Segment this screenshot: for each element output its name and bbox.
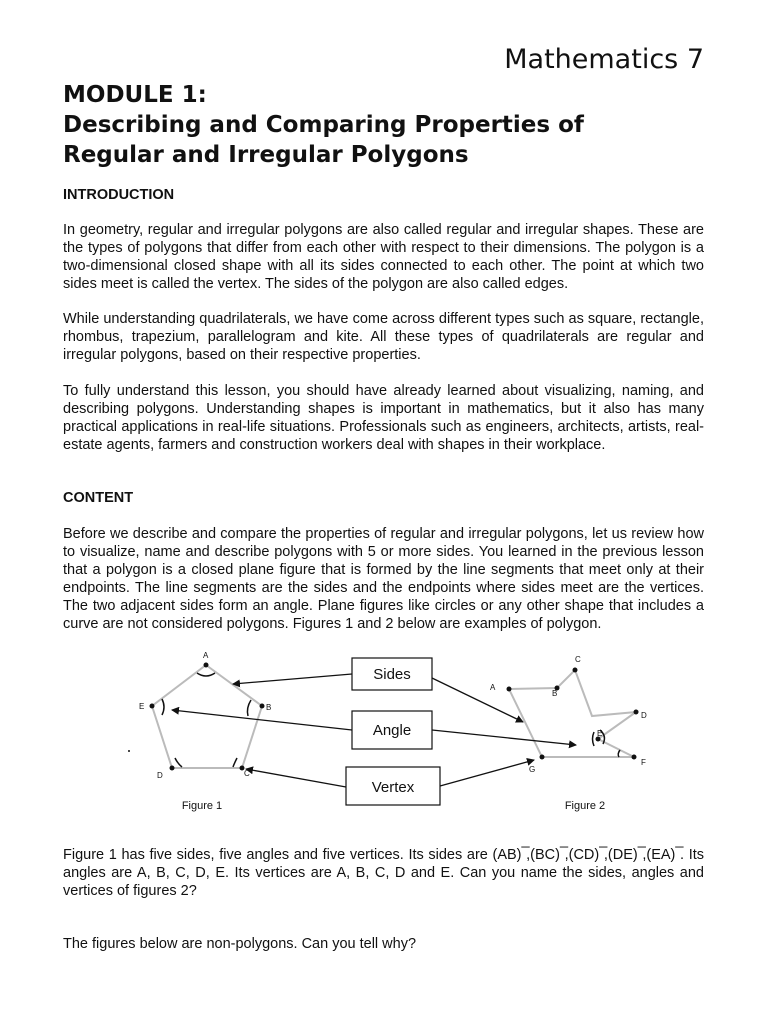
figure2-label-a: A	[490, 683, 496, 692]
introduction-heading: INTRODUCTION	[63, 187, 175, 203]
module-title	[63, 80, 723, 170]
introduction-paragraph-3: To fully understand this lesson, you should have already learned about visualizing, naming, and describing polygons. Understanding shapes is important in mathematics, but it also has many practical applications in real-life situations. Professionals such as engineers, architects, artists, real-estate agents, farmers and construction workers deal with shapes in their workplace.	[63, 383, 704, 453]
figure2-label-c: C	[575, 655, 581, 664]
figure2-label-g: G	[529, 765, 536, 774]
figure1-label-b: B	[266, 703, 272, 712]
content-paragraph-3: The figures below are non-polygons. Can you tell why?	[63, 936, 417, 952]
arrow-vertex-to-figure1	[246, 769, 346, 787]
figure2-caption: Figure 2	[564, 800, 606, 812]
arrow-vertex-to-figure2	[440, 760, 534, 786]
subject-header: Mathematics 7	[504, 44, 704, 75]
content-paragraph-1: Before we describe and compare the properties of regular and irregular polygons, let us review how to visualize, name and describe polygons with 5 or more sides. You learned in the previous lesson that a polygon is a closed plane figure that is formed by the line segments that meet only at their endpoints. The line segments are the sides and the endpoints where sides meet are the vertices. The two adjacent sides form an angle. Plane figures like circles or any other shape that includes a curve are not considered polygons. Figures 1 and 2 below are examples of polygon.	[63, 526, 704, 632]
figure2-polygon	[509, 670, 636, 757]
introduction-paragraph-1: In geometry, regular and irregular polygons are also called regular and irregular shapes. These are the types of polygons that differ from each other with respect to their dimensions. The polygon is a two-dimensional closed shape with all its sides connected to each other. The point at which two sides meet is called the vertex. The sides of the polygon are also called edges.	[63, 222, 704, 292]
arrow-sides-to-figure2	[432, 678, 523, 722]
arrow-sides-to-figure1	[233, 674, 352, 684]
figure1-label-e: E	[139, 702, 145, 711]
figure1-caption: Figure 1	[181, 800, 223, 812]
figure2-label-b: B	[552, 689, 558, 698]
arrow-angle-to-figure2	[432, 730, 576, 745]
module-title-line-3: Regular and Irregular Polygons	[63, 142, 469, 168]
module-title-line-1: MODULE 1:	[63, 82, 207, 108]
figure2-label-f: F	[641, 758, 646, 767]
figure1-pentagon	[152, 665, 262, 768]
figure1-label-c: C	[244, 769, 250, 778]
content-heading: CONTENT	[63, 490, 134, 506]
arrow-angle-to-figure1	[172, 710, 352, 730]
angle-box-label: Angle	[372, 722, 412, 739]
figure1-label-d: D	[157, 771, 163, 780]
figure2-label-e: E	[597, 729, 603, 738]
stray-dot	[128, 750, 130, 752]
introduction-paragraph-2: While understanding quadrilaterals, we have come across different types such as square, rectangle, rhombus, trapezium, parallelogram and kite. All these types of quadrilaterals are regular and irregular polygons, based on their respective properties.	[63, 311, 704, 363]
vertex-box-label: Vertex	[371, 779, 415, 796]
polygon-figure-svg	[120, 646, 660, 818]
figure2-label-d: D	[641, 711, 647, 720]
sides-box-label: Sides	[373, 666, 411, 683]
polygon-figure	[120, 646, 660, 818]
figure1-label-a: A	[203, 651, 209, 660]
content-paragraph-2: Figure 1 has five sides, five angles and five vertices. Its sides are (AB) ̅,(BC) ̅,(CD) ̅,(DE) ̅,(EA) ̅. Its angles are A, B, C, D, E. Its vertices are A, B, C, D and E. Can you name the sides, angles and vertices of figures 2?	[63, 847, 704, 899]
module-title-line-2: Describing and Comparing Properties of	[63, 112, 584, 138]
